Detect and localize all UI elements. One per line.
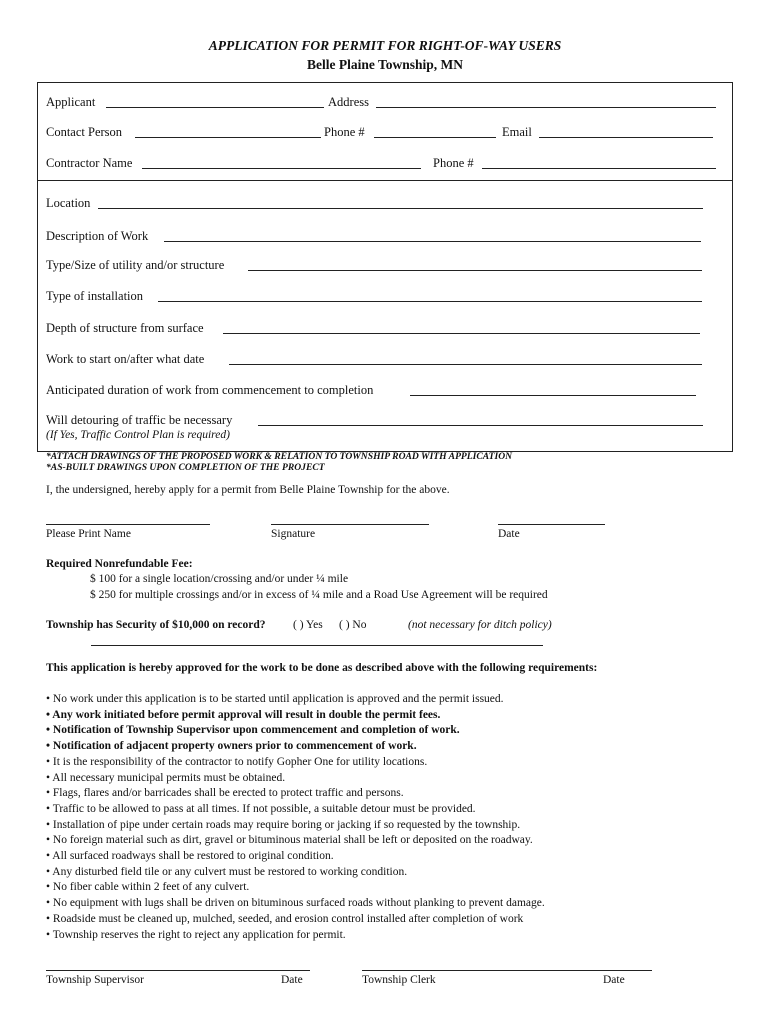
email-label: Email	[502, 125, 532, 139]
start-date-label: Work to start on/after what date	[46, 352, 205, 366]
location-field[interactable]	[98, 208, 703, 209]
declaration-text: I, the undersigned, hereby apply for a permit from Belle Plaine Township for the above.	[46, 484, 450, 496]
attach-note-1: *ATTACH DRAWINGS OF THE PROPOSED WORK & RELATION TO TOWNSHIP ROAD WITH APPLICATION	[46, 451, 513, 462]
supervisor-label: Township Supervisor	[46, 974, 144, 986]
signature-field[interactable]	[271, 524, 429, 525]
contractor-name-field[interactable]	[142, 168, 421, 169]
depth-label: Depth of structure from surface	[46, 321, 204, 335]
requirement-item: • Township reserves the right to reject any application for permit.	[46, 928, 346, 941]
security-note: (not necessary for ditch policy)	[408, 619, 552, 631]
fee-heading: Required Nonrefundable Fee:	[46, 558, 193, 570]
detour-field[interactable]	[258, 425, 703, 426]
applicant-label: Applicant	[46, 95, 96, 109]
address-label: Address	[328, 95, 369, 109]
date-field[interactable]	[498, 524, 605, 525]
requirement-item: • No work under this application is to be started until application is approved and the permit issued.	[46, 693, 504, 705]
contact-box	[37, 82, 733, 181]
contractor-phone-field[interactable]	[482, 168, 716, 169]
approval-heading: This application is hereby approved for the work to be done as described above with the following requirements:	[46, 662, 598, 674]
requirement-item: • All surfaced roadways shall be restored to original condition.	[46, 850, 334, 862]
requirement-item: • Notification of Township Supervisor upon commencement and completion of work.	[46, 724, 460, 737]
security-divider	[91, 645, 543, 646]
contact-person-label: Contact Person	[46, 125, 123, 139]
applicant-field[interactable]	[106, 107, 324, 108]
requirement-item: • Flags, flares and/or barricades shall be erected to protect traffic and persons.	[46, 787, 404, 800]
detour-label: Will detouring of traffic be necessary	[46, 413, 233, 427]
requirement-item: • It is the responsibility of the contractor to notify Gopher One for utility locations.	[46, 755, 428, 768]
contractor-phone-label: Phone #	[433, 156, 474, 170]
print-name-label: Please Print Name	[46, 528, 131, 540]
requirement-item: • Notification of adjacent property owners prior to commencement of work.	[46, 740, 417, 753]
fee-line-1: $ 100 for a single location/crossing and/or under ¼ mile	[90, 573, 349, 585]
contractor-name-label: Contractor Name	[46, 156, 133, 170]
description-field[interactable]	[164, 241, 701, 242]
work-details-box	[37, 180, 733, 452]
duration-label: Anticipated duration of work from commencement to completion	[46, 383, 374, 397]
security-no-option[interactable]: ( ) No	[339, 619, 367, 631]
requirement-item: • No equipment with lugs shall be driven on bituminous surfaced roads without planking to prevent damage.	[46, 897, 545, 910]
clerk-label: Township Clerk	[362, 974, 436, 986]
clerk-signature-field[interactable]	[362, 970, 652, 971]
security-question: Township has Security of $10,000 on record?	[46, 619, 266, 631]
phone-field[interactable]	[374, 137, 496, 138]
supervisor-date-label: Date	[281, 974, 303, 986]
requirement-item: • All necessary municipal permits must be obtained.	[46, 771, 286, 784]
address-field[interactable]	[376, 107, 716, 108]
requirement-item: • No fiber cable within 2 feet of any culvert.	[46, 881, 250, 894]
type-size-field[interactable]	[248, 270, 702, 271]
installation-field[interactable]	[158, 301, 702, 302]
signature-label: Signature	[271, 528, 316, 540]
requirement-item: • Traffic to be allowed to pass at all times. If not possible, a suitable detour must be provided.	[46, 802, 476, 815]
location-label: Location	[46, 196, 91, 210]
email-field[interactable]	[539, 137, 713, 138]
form-subtitle: Belle Plaine Township, MN	[306, 57, 464, 72]
requirement-item: • Any work initiated before permit approval will result in double the permit fees.	[46, 708, 441, 721]
print-name-field[interactable]	[46, 524, 210, 525]
security-yes-option[interactable]: ( ) Yes	[293, 619, 323, 631]
duration-field[interactable]	[410, 395, 696, 396]
requirement-item: • Any disturbed field tile or any culvert must be restored to working condition.	[46, 865, 408, 878]
requirement-item: • Installation of pipe under certain roads may require boring or jacking if so requested by the township.	[46, 818, 521, 831]
clerk-date-label: Date	[603, 974, 625, 986]
description-label: Description of Work	[46, 229, 149, 243]
requirement-item: • No foreign material such as dirt, gravel or bituminous material shall be left or deposited on the roadway.	[46, 834, 533, 847]
attach-note-2: *AS-BUILT DRAWINGS UPON COMPLETION OF THE PROJECT	[46, 462, 325, 473]
type-size-label: Type/Size of utility and/or structure	[46, 258, 225, 272]
installation-label: Type of installation	[46, 289, 144, 303]
contact-person-field[interactable]	[135, 137, 321, 138]
phone-label: Phone #	[324, 125, 365, 139]
date-label: Date	[498, 528, 520, 540]
depth-field[interactable]	[223, 333, 700, 334]
start-date-field[interactable]	[229, 364, 702, 365]
requirement-item: • Roadside must be cleaned up, mulched, seeded, and erosion control installed after completion of work	[46, 912, 524, 925]
form-title: APPLICATION FOR PERMIT FOR RIGHT-OF-WAY USERS	[208, 38, 562, 53]
fee-line-2: $ 250 for multiple crossings and/or in excess of ¼ mile and a Road Use Agreement will be required	[90, 589, 548, 601]
supervisor-signature-field[interactable]	[46, 970, 310, 971]
detour-note: (If Yes, Traffic Control Plan is required)	[46, 429, 230, 441]
